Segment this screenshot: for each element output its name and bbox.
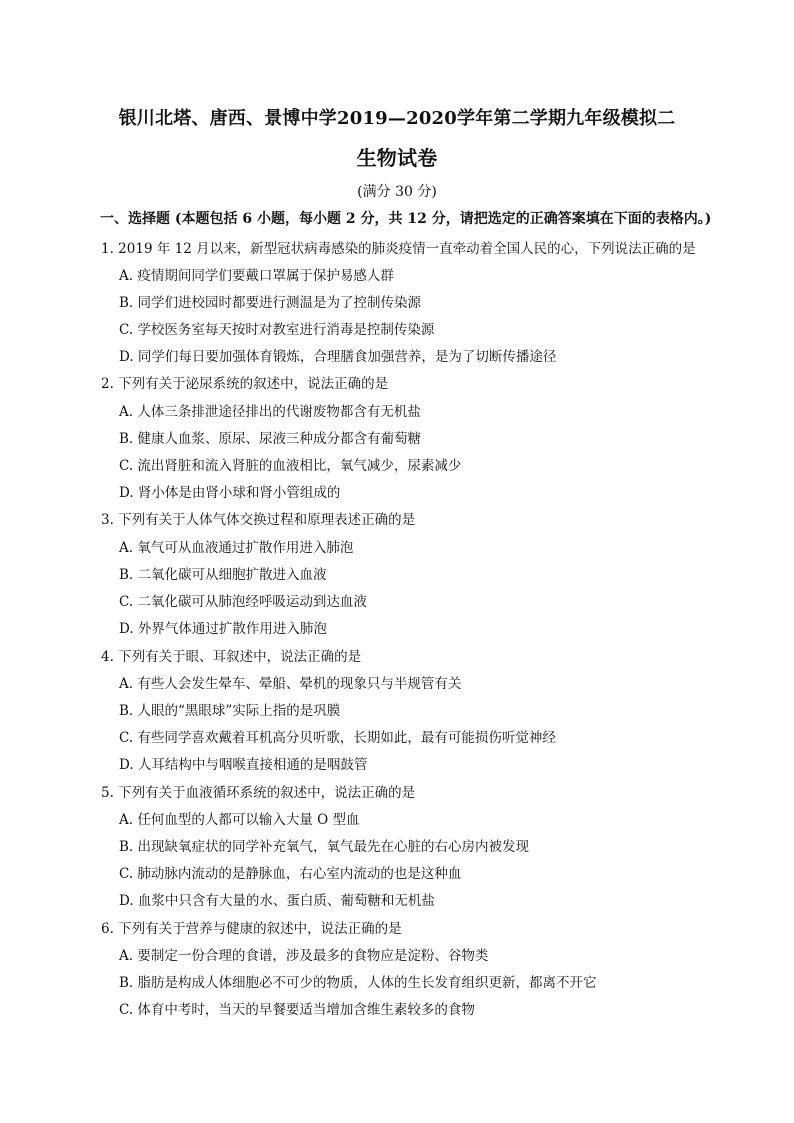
question-2-option-a: A. 人体三条排泄途径排出的代谢废物都含有无机盐 [119,404,421,420]
question-6-option-a: A. 要制定一份合理的食谱，涉及最多的食物应是淀粉、谷物类 [119,948,489,964]
question-3-option-a: A. 氧气可从血液通过扩散作用进入肺泡 [119,540,354,556]
question-4-option-d: D. 人耳结构中与咽喉直接相通的是咽鼓管 [119,757,368,773]
question-4-option-c: C. 有些同学喜欢戴着耳机高分贝听歌，长期如此，最有可能损伤听觉神经 [119,730,556,746]
question-5-option-d: D. 血浆中只含有大量的水、蛋白质、葡萄糖和无机盐 [119,893,435,909]
question-3-option-b: B. 二氧化碳可从细胞扩散进入血液 [119,567,327,583]
question-5-option-c: C. 肺动脉内流动的是静脉血，右心室内流动的也是这种血 [119,866,462,882]
score-note: (满分 30 分) [357,184,437,200]
question-1-option-c: C. 学校医务室每天按时对教室进行消毒是控制传染源 [119,322,435,338]
question-2-option-c: C. 流出肾脏和流入肾脏的血液相比，氧气减少，尿素减少 [119,458,462,474]
exam-title-line1: 银川北塔、唐西、景博中学2019—2020学年第二学期九年级模拟二 [118,108,676,129]
question-1-stem: 1. 2019 年 12 月以来，新型冠状病毒感染的肺炎疫情一直牵动着全国人民的心，下列说法正确的是 [101,241,696,257]
question-6-stem: 6. 下列有关于营养与健康的叙述中，说法正确的是 [101,921,402,937]
exam-title-line2: 生物试卷 [356,146,438,170]
question-3-option-c: C. 二氧化碳可从肺泡经呼吸运动到达血液 [119,594,367,610]
section-heading: 一、选择题 (本题包括 6 小题，每小题 2 分，共 12 分，请把选定的正确答案填在下面的表格内。) [100,211,712,227]
question-2-option-d: D. 肾小体是由肾小球和肾小管组成的 [119,485,341,501]
question-4-option-a: A. 有些人会发生晕车、晕船、晕机的现象只与半规管有关 [119,676,462,692]
question-6-option-c: C. 体育中考时，当天的早餐要适当增加含维生素较多的食物 [119,1002,475,1018]
question-3-stem: 3. 下列有关于人体气体交换过程和原理表述正确的是 [101,512,416,528]
question-3-option-d: D. 外界气体通过扩散作用进入肺泡 [119,621,327,637]
question-5-option-b: B. 出现缺氧症状的同学补充氧气，氧气最先在心脏的右心房内被发现 [119,839,530,855]
question-5-stem: 5. 下列有关于血液循环系统的叙述中，说法正确的是 [101,785,416,801]
question-1-option-b: B. 同学们进校园时都要进行测温是为了控制传染源 [119,295,422,311]
question-6-option-b: B. 脂肪是构成人体细胞必不可少的物质，人体的生长发育组织更新，都离不开它 [119,975,597,991]
question-4-stem: 4. 下列有关于眼、耳叙述中，说法正确的是 [101,649,362,665]
question-2-stem: 2. 下列有关于泌尿系统的叙述中，说法正确的是 [101,376,389,392]
question-2-option-b: B. 健康人血浆、原尿、尿液三种成分都含有葡萄糖 [119,431,422,447]
question-1-option-a: A. 疫情期间同学们要戴口罩属于保护易感人群 [119,268,394,284]
question-4-option-b: B. 人眼的“黑眼球”实际上指的是巩膜 [119,703,341,719]
question-1-option-d: D. 同学们每日要加强体育锻炼，合理膳食加强营养，是为了切断传播途径 [119,349,557,365]
question-5-option-a: A. 任何血型的人都可以输入大量 O 型血 [119,812,360,828]
